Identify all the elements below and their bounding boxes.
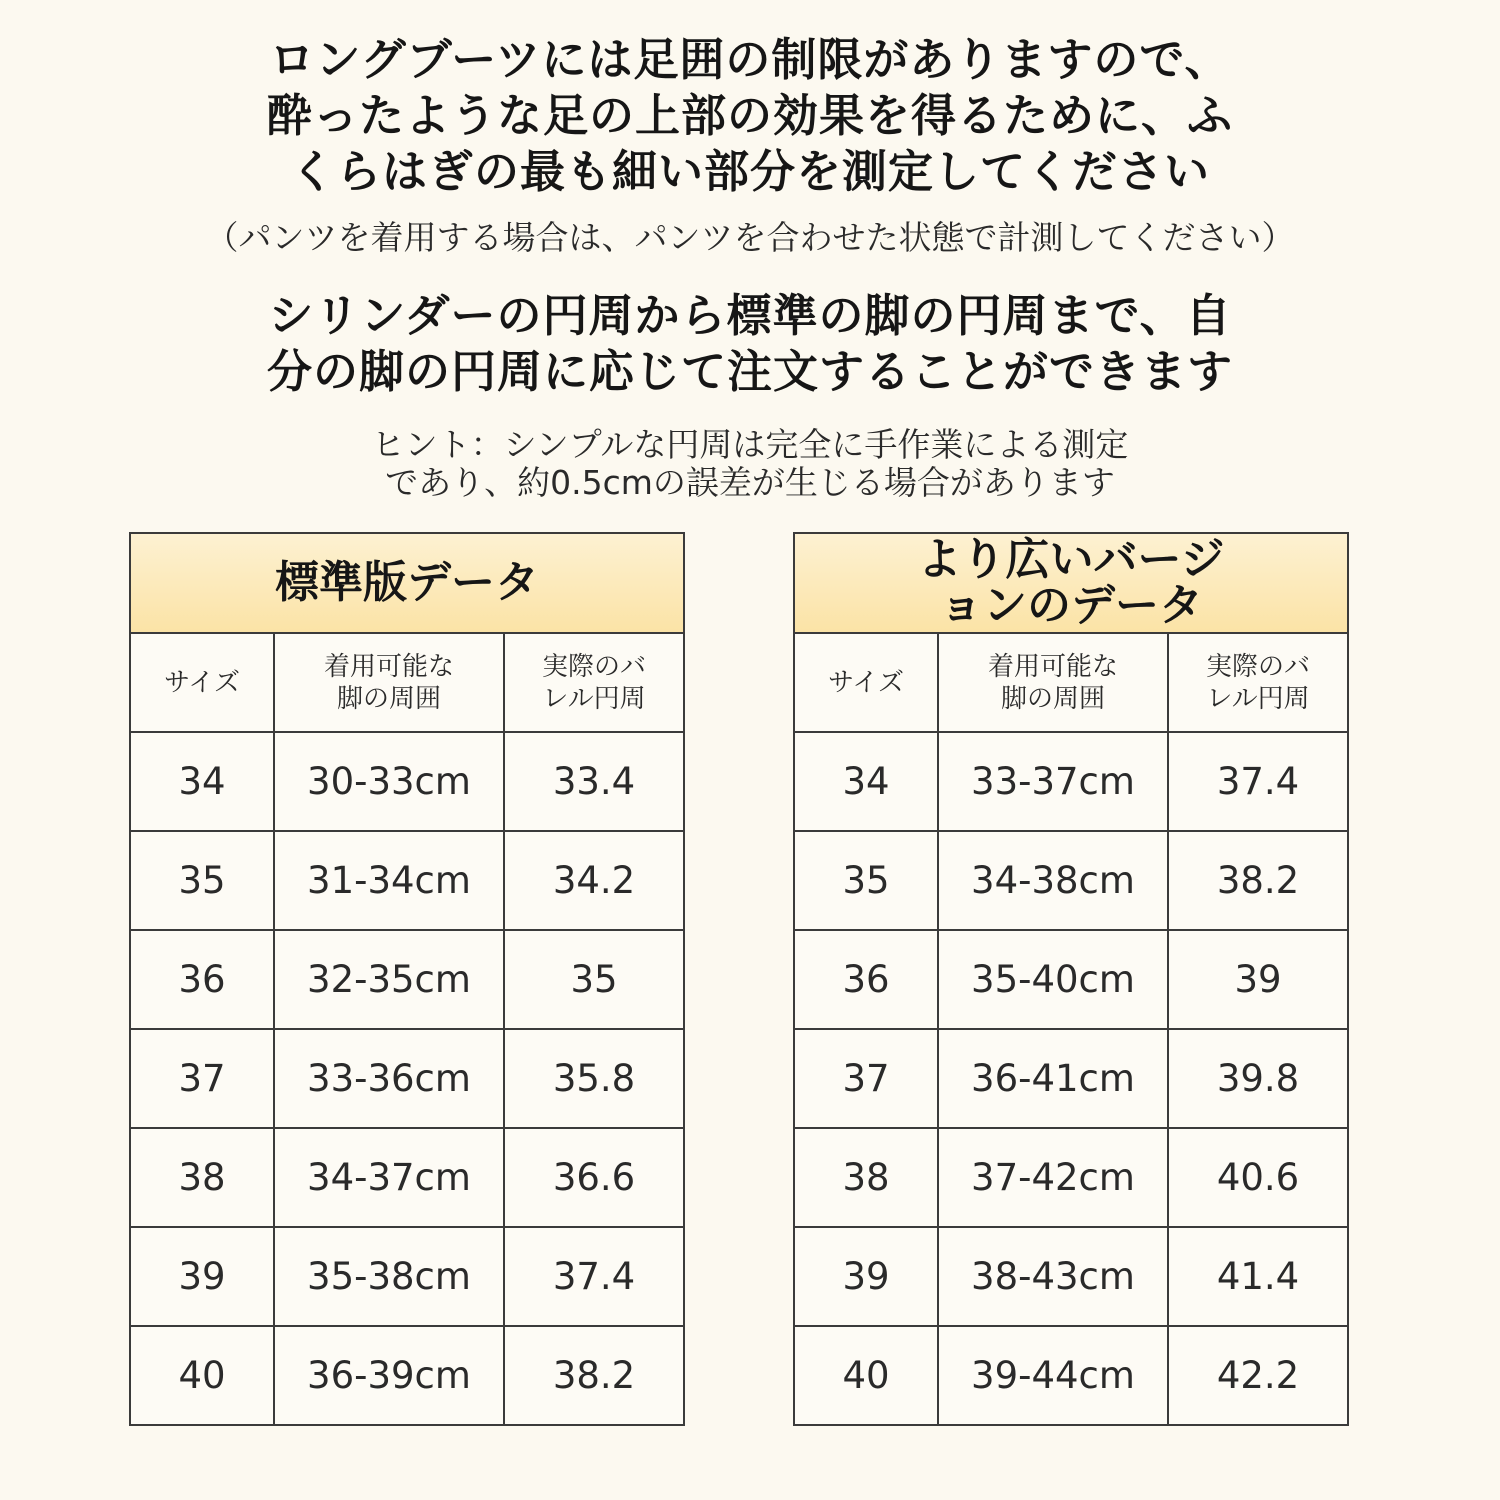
- column-header-line: 着用可能な: [323, 651, 454, 682]
- table-title: [794, 533, 1348, 633]
- hint-line: であり、約0.5cmの誤差が生じる場合があります: [385, 463, 1115, 502]
- column-header-line: レル円周: [1206, 683, 1310, 714]
- leg-circumference-cell: 33-36cm: [274, 1029, 504, 1128]
- leg-circumference-cell: 37-42cm: [938, 1128, 1168, 1227]
- column-header-line: 脚の周囲: [336, 683, 441, 714]
- table-row: [130, 1227, 684, 1326]
- column-header-row: [794, 633, 1348, 732]
- column-header-line: 実際のバ: [542, 651, 647, 682]
- size-column-header: [130, 633, 274, 732]
- table-row: [130, 1326, 684, 1425]
- table-title-line: 標準版データ: [275, 557, 540, 608]
- wide-table-body: [794, 633, 1348, 1425]
- hint-note: [0, 426, 1500, 502]
- table-title-row: [130, 533, 684, 633]
- table-row: [794, 930, 1348, 1029]
- size-cell: 38: [794, 1128, 938, 1227]
- wide-size-table: [793, 532, 1349, 1426]
- table-title-line: より広いバージ: [917, 534, 1225, 585]
- barrel-circumference-cell: 34.2: [504, 831, 684, 930]
- standard-size-table: [129, 532, 685, 1426]
- leg-circumference-cell: 32-35cm: [274, 930, 504, 1029]
- column-header-line: サイズ: [164, 667, 240, 698]
- order-note-line: シリンダーの円周から標準の脚の円周まで、自: [268, 289, 1232, 342]
- barrel-circumference-cell: 39: [1168, 930, 1348, 1029]
- leg-circumference-cell: 35-40cm: [938, 930, 1168, 1029]
- main-title: [0, 32, 1500, 200]
- leg-circumference-cell: 38-43cm: [938, 1227, 1168, 1326]
- wearable-leg-circumference-header: [938, 633, 1168, 732]
- column-header-line: 実際のバ: [1206, 651, 1311, 682]
- table-row: [794, 831, 1348, 930]
- table-row: [794, 1029, 1348, 1128]
- size-cell: 35: [130, 831, 274, 930]
- size-cell: 40: [130, 1326, 274, 1425]
- table-title-row: [794, 533, 1348, 633]
- pants-note: （パンツを着用する場合は、パンツを合わせた状態で計測してください）: [205, 218, 1295, 257]
- hint-line: ヒント：シンプルな円周は完全に手作業による測定: [371, 425, 1129, 464]
- size-cell: 38: [130, 1128, 274, 1227]
- leg-circumference-cell: 30-33cm: [274, 732, 504, 831]
- barrel-circumference-header: [1168, 633, 1348, 732]
- barrel-circumference-cell: 40.6: [1168, 1128, 1348, 1227]
- size-cell: 36: [130, 930, 274, 1029]
- order-note: [0, 288, 1500, 400]
- column-header-row: [130, 633, 684, 732]
- leg-circumference-cell: 34-38cm: [938, 831, 1168, 930]
- barrel-circumference-cell: 38.2: [504, 1326, 684, 1425]
- table-title-line: ョンのデータ: [939, 580, 1204, 631]
- barrel-circumference-cell: 36.6: [504, 1128, 684, 1227]
- leg-circumference-cell: 36-41cm: [938, 1029, 1168, 1128]
- size-cell: 35: [794, 831, 938, 930]
- wearable-leg-circumference-header: [274, 633, 504, 732]
- barrel-circumference-cell: 33.4: [504, 732, 684, 831]
- main-title-line: ロングブーツには足囲の制限がありますので、: [269, 33, 1231, 86]
- size-cell: 34: [794, 732, 938, 831]
- table-row: [794, 732, 1348, 831]
- leg-circumference-cell: 36-39cm: [274, 1326, 504, 1425]
- leg-circumference-cell: 39-44cm: [938, 1326, 1168, 1425]
- barrel-circumference-cell: 41.4: [1168, 1227, 1348, 1326]
- table-row: [130, 831, 684, 930]
- main-title-line: くらはぎの最も細い部分を測定してください: [289, 145, 1210, 198]
- size-cell: 36: [794, 930, 938, 1029]
- barrel-circumference-cell: 38.2: [1168, 831, 1348, 930]
- table-row: [794, 1326, 1348, 1425]
- barrel-circumference-header: [504, 633, 684, 732]
- table-row: [794, 1227, 1348, 1326]
- barrel-circumference-cell: 37.4: [504, 1227, 684, 1326]
- table-row: [794, 1128, 1348, 1227]
- size-cell: 39: [794, 1227, 938, 1326]
- table-row: [130, 732, 684, 831]
- barrel-circumference-cell: 35: [504, 930, 684, 1029]
- barrel-circumference-cell: 35.8: [504, 1029, 684, 1128]
- table-row: [130, 930, 684, 1029]
- column-header-line: 脚の周囲: [1000, 683, 1105, 714]
- column-header-line: 着用可能な: [987, 651, 1118, 682]
- main-title-line: 酔ったような足の上部の効果を得るために、ふ: [266, 89, 1233, 142]
- leg-circumference-cell: 33-37cm: [938, 732, 1168, 831]
- order-note-line: 分の脚の円周に応じて注文することができます: [266, 345, 1233, 398]
- size-cell: 39: [130, 1227, 274, 1326]
- size-cell: 34: [130, 732, 274, 831]
- table-title: [130, 533, 684, 633]
- leg-circumference-cell: 35-38cm: [274, 1227, 504, 1326]
- size-cell: 40: [794, 1326, 938, 1425]
- column-header-line: サイズ: [828, 667, 904, 698]
- leg-circumference-cell: 34-37cm: [274, 1128, 504, 1227]
- barrel-circumference-cell: 39.8: [1168, 1029, 1348, 1128]
- leg-circumference-cell: 31-34cm: [274, 831, 504, 930]
- barrel-circumference-cell: 37.4: [1168, 732, 1348, 831]
- barrel-circumference-cell: 42.2: [1168, 1326, 1348, 1425]
- table-row: [130, 1029, 684, 1128]
- size-cell: 37: [130, 1029, 274, 1128]
- standard-table-body: [130, 633, 684, 1425]
- size-column-header: [794, 633, 938, 732]
- column-header-line: レル円周: [542, 683, 646, 714]
- size-cell: 37: [794, 1029, 938, 1128]
- table-row: [130, 1128, 684, 1227]
